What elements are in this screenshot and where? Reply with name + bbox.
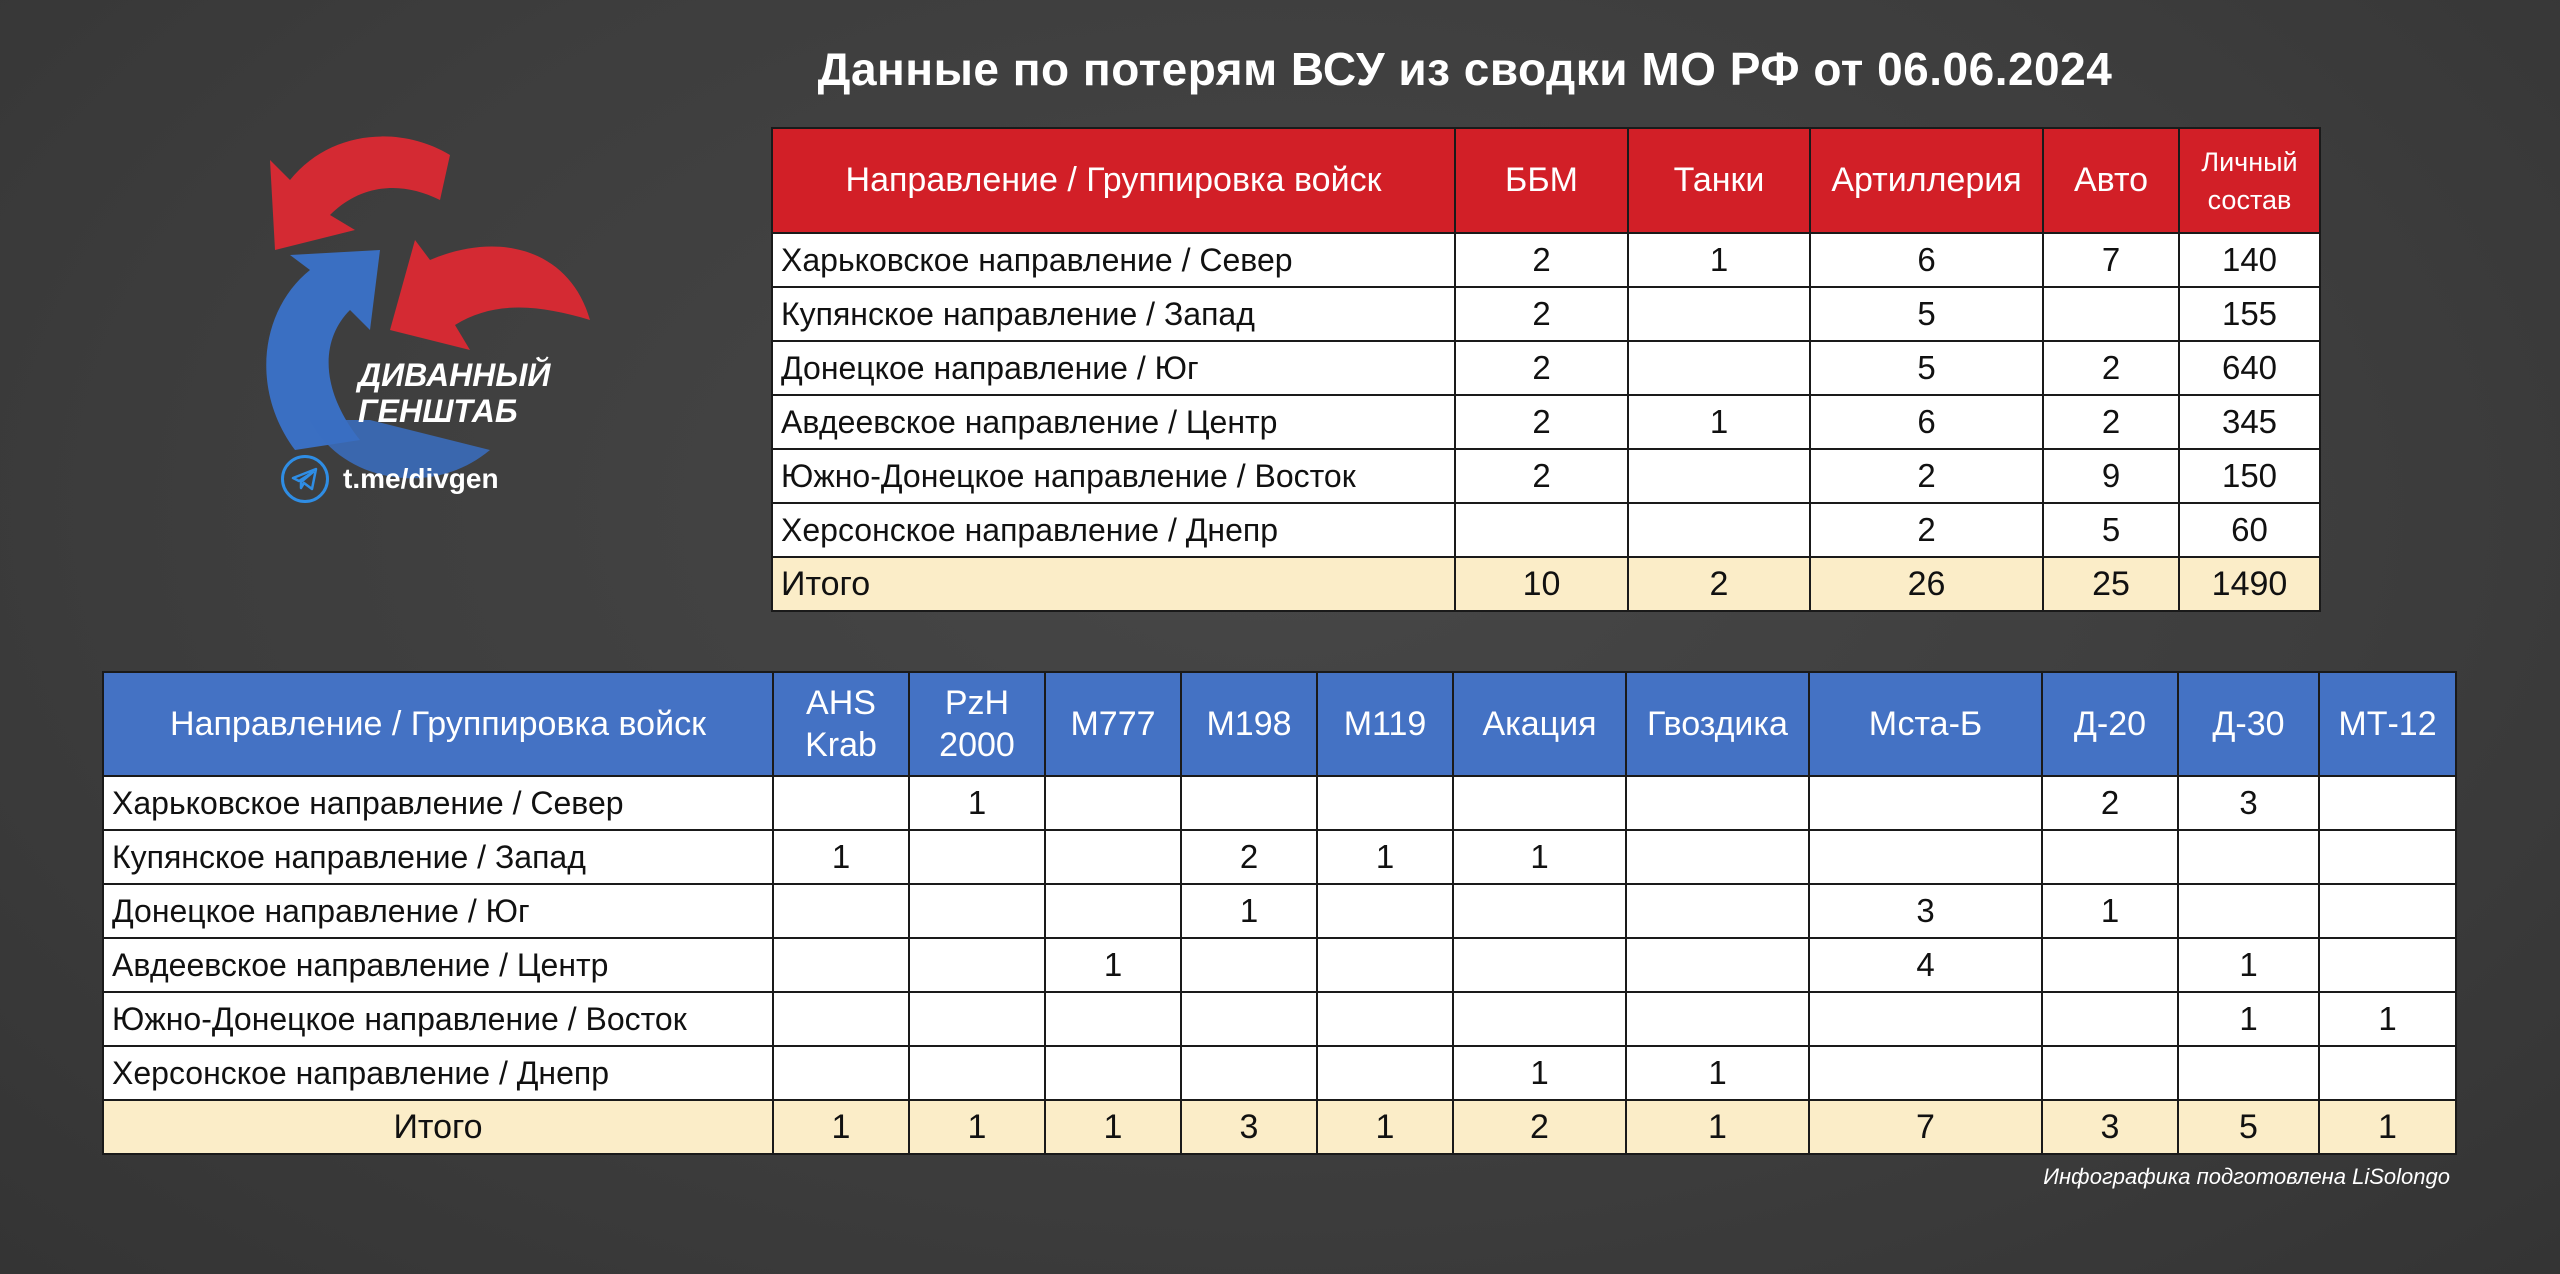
table2-header: Акация (1453, 672, 1626, 776)
table2-header: M777 (1045, 672, 1181, 776)
table-cell: 5 (2043, 503, 2179, 557)
table-cell (1181, 938, 1317, 992)
table-cell: 1 (1045, 938, 1181, 992)
total-cell: 3 (1181, 1100, 1317, 1154)
table-cell (909, 992, 1045, 1046)
table-cell (1317, 1046, 1453, 1100)
table-cell (1453, 776, 1626, 830)
table-cell: 2 (1455, 287, 1628, 341)
table-cell (1626, 938, 1809, 992)
total-cell: 25 (2043, 557, 2179, 611)
table-cell (1626, 992, 1809, 1046)
total-cell: 1 (1626, 1100, 1809, 1154)
table-cell (909, 830, 1045, 884)
table-cell (1045, 992, 1181, 1046)
table2-header: МТ-12 (2319, 672, 2456, 776)
total-cell: 1 (909, 1100, 1045, 1154)
table-row (772, 503, 2320, 557)
table-row (103, 884, 2456, 938)
table-cell: 5 (1810, 341, 2043, 395)
table-cell: 1 (1317, 830, 1453, 884)
telegram-icon (281, 455, 329, 503)
table-cell (773, 884, 909, 938)
table-cell (1809, 830, 2042, 884)
table1-header: Артиллерия (1810, 128, 2043, 233)
table-cell: 60 (2179, 503, 2320, 557)
table-cell (1453, 884, 1626, 938)
table-cell: 2 (2043, 341, 2179, 395)
total-cell: 1 (1045, 1100, 1181, 1154)
row-label: Херсонское направление / Днепр (772, 503, 1455, 557)
table-cell: 1 (909, 776, 1045, 830)
table2-header: Мста-Б (1809, 672, 2042, 776)
table-cell (1045, 884, 1181, 938)
total-cell: 5 (2178, 1100, 2319, 1154)
table-cell (2319, 1046, 2456, 1100)
table-cell (2319, 884, 2456, 938)
table-row (772, 233, 2320, 287)
table-cell (1181, 992, 1317, 1046)
table2-header: Д-30 (2178, 672, 2319, 776)
table-cell (909, 884, 1045, 938)
total-cell: 3 (2042, 1100, 2178, 1154)
table-cell (1453, 938, 1626, 992)
table2-header: M198 (1181, 672, 1317, 776)
table-cell (773, 1046, 909, 1100)
table-cell (2042, 1046, 2178, 1100)
row-label: Купянское направление / Запад (772, 287, 1455, 341)
total-row (772, 557, 2320, 611)
table-cell: 2 (1810, 449, 2043, 503)
table-cell (1628, 503, 1810, 557)
table-cell (1045, 776, 1181, 830)
table-row (772, 449, 2320, 503)
table1-header: ББМ (1455, 128, 1628, 233)
total-cell: 1 (2319, 1100, 2456, 1154)
table-cell: 9 (2043, 449, 2179, 503)
table-row (772, 287, 2320, 341)
total-cell: 2 (1628, 557, 1810, 611)
table-cell (2319, 938, 2456, 992)
table-cell: 1 (2178, 992, 2319, 1046)
table-cell (1317, 884, 1453, 938)
artillery-table (102, 671, 2457, 1155)
total-row (103, 1100, 2456, 1154)
table-cell: 1 (1181, 884, 1317, 938)
row-label: Авдеевское направление / Центр (103, 938, 773, 992)
total-cell: 1490 (2179, 557, 2320, 611)
table-cell (1626, 830, 1809, 884)
table-cell (2319, 776, 2456, 830)
table-cell (773, 776, 909, 830)
table-cell (1317, 776, 1453, 830)
table-cell (909, 1046, 1045, 1100)
table-cell: 6 (1810, 233, 2043, 287)
table-cell: 3 (2178, 776, 2319, 830)
row-label: Херсонское направление / Днепр (103, 1046, 773, 1100)
table-cell (1809, 992, 2042, 1046)
table-cell (1626, 776, 1809, 830)
row-label: Южно-Донецкое направление / Восток (772, 449, 1455, 503)
total-label: Итого (772, 557, 1455, 611)
table-row (772, 341, 2320, 395)
table-cell (773, 938, 909, 992)
table-cell: 1 (1453, 1046, 1626, 1100)
total-label: Итого (103, 1100, 773, 1154)
credit-text: Инфографика подготовлена LiSolongo (2043, 1164, 2450, 1189)
table-cell: 140 (2179, 233, 2320, 287)
table-cell (1453, 992, 1626, 1046)
total-cell: 1 (773, 1100, 909, 1154)
table-cell (1809, 1046, 2042, 1100)
table-cell: 3 (1809, 884, 2042, 938)
logo-line1: ДИВАННЫЙ (358, 357, 551, 393)
table-cell: 2 (1455, 233, 1628, 287)
table-row (772, 395, 2320, 449)
table2-header: Гвоздика (1626, 672, 1809, 776)
table-cell: 4 (1809, 938, 2042, 992)
table-cell: 1 (2042, 884, 2178, 938)
table-cell (2178, 1046, 2319, 1100)
total-cell: 26 (1810, 557, 2043, 611)
row-label: Южно-Донецкое направление / Восток (103, 992, 773, 1046)
table-cell (1181, 776, 1317, 830)
logo-line2: ГЕНШТАБ (358, 393, 518, 429)
telegram-link[interactable] (281, 455, 499, 503)
table1-header: Авто (2043, 128, 2179, 233)
table-cell (2042, 938, 2178, 992)
table-cell: 6 (1810, 395, 2043, 449)
row-label: Донецкое направление / Юг (772, 341, 1455, 395)
table2-header: AHS Krab (773, 672, 909, 776)
table-cell (2042, 992, 2178, 1046)
table-cell: 1 (2319, 992, 2456, 1046)
table-cell: 1 (1628, 233, 1810, 287)
table-row (103, 776, 2456, 830)
row-label: Харьковское направление / Север (772, 233, 1455, 287)
table-cell (1809, 776, 2042, 830)
row-label: Донецкое направление / Юг (103, 884, 773, 938)
row-label: Харьковское направление / Север (103, 776, 773, 830)
table-cell (1181, 1046, 1317, 1100)
table-cell (1317, 938, 1453, 992)
table-cell (1317, 992, 1453, 1046)
table-cell: 2 (1181, 830, 1317, 884)
table-cell (773, 992, 909, 1046)
logo-text (358, 357, 550, 429)
table-cell (2178, 830, 2319, 884)
table-cell: 2 (1455, 341, 1628, 395)
table-cell (1045, 830, 1181, 884)
table-row (103, 992, 2456, 1046)
page-title: Данные по потерям ВСУ из сводки МО РФ от 06.06.2024 (817, 43, 2113, 95)
table-cell: 2 (2042, 776, 2178, 830)
table-cell: 2 (1455, 449, 1628, 503)
table1-header-row (772, 128, 2320, 233)
table-cell: 2 (1455, 395, 1628, 449)
table-cell (2319, 830, 2456, 884)
total-cell: 7 (1809, 1100, 2042, 1154)
table-cell (1626, 884, 1809, 938)
table-cell (1628, 341, 1810, 395)
table1-header: Личный состав (2179, 128, 2320, 233)
table2-header: Д-20 (2042, 672, 2178, 776)
row-label: Купянское направление / Запад (103, 830, 773, 884)
table1-header: Направление / Группировка войск (772, 128, 1455, 233)
table-cell: 1 (1453, 830, 1626, 884)
table-cell: 2 (2043, 395, 2179, 449)
table-row (103, 938, 2456, 992)
total-cell: 2 (1453, 1100, 1626, 1154)
losses-summary-table (771, 127, 2321, 612)
table-cell: 1 (1626, 1046, 1809, 1100)
total-cell: 1 (1317, 1100, 1453, 1154)
table-cell: 150 (2179, 449, 2320, 503)
table-cell (2178, 884, 2319, 938)
table-cell: 345 (2179, 395, 2320, 449)
table-cell (1455, 503, 1628, 557)
table-cell (909, 938, 1045, 992)
table-cell: 1 (773, 830, 909, 884)
row-label: Авдеевское направление / Центр (772, 395, 1455, 449)
table-cell (1045, 1046, 1181, 1100)
table-cell: 640 (2179, 341, 2320, 395)
table-cell: 2 (1810, 503, 2043, 557)
table-cell (2043, 287, 2179, 341)
table-row (103, 1046, 2456, 1100)
table-cell (2042, 830, 2178, 884)
telegram-link-text: t.me/divgen (343, 463, 499, 494)
table-cell: 1 (1628, 395, 1810, 449)
table2-header: Направление / Группировка войск (103, 672, 773, 776)
table-cell: 1 (2178, 938, 2319, 992)
table-cell (1628, 449, 1810, 503)
table-cell (1628, 287, 1810, 341)
table-cell: 155 (2179, 287, 2320, 341)
table2-header: M119 (1317, 672, 1453, 776)
table1-header: Танки (1628, 128, 1810, 233)
table-cell: 5 (1810, 287, 2043, 341)
table-row (103, 830, 2456, 884)
table2-header: PzH 2000 (909, 672, 1045, 776)
table-cell: 7 (2043, 233, 2179, 287)
table2-header-row (103, 672, 2456, 776)
total-cell: 10 (1455, 557, 1628, 611)
